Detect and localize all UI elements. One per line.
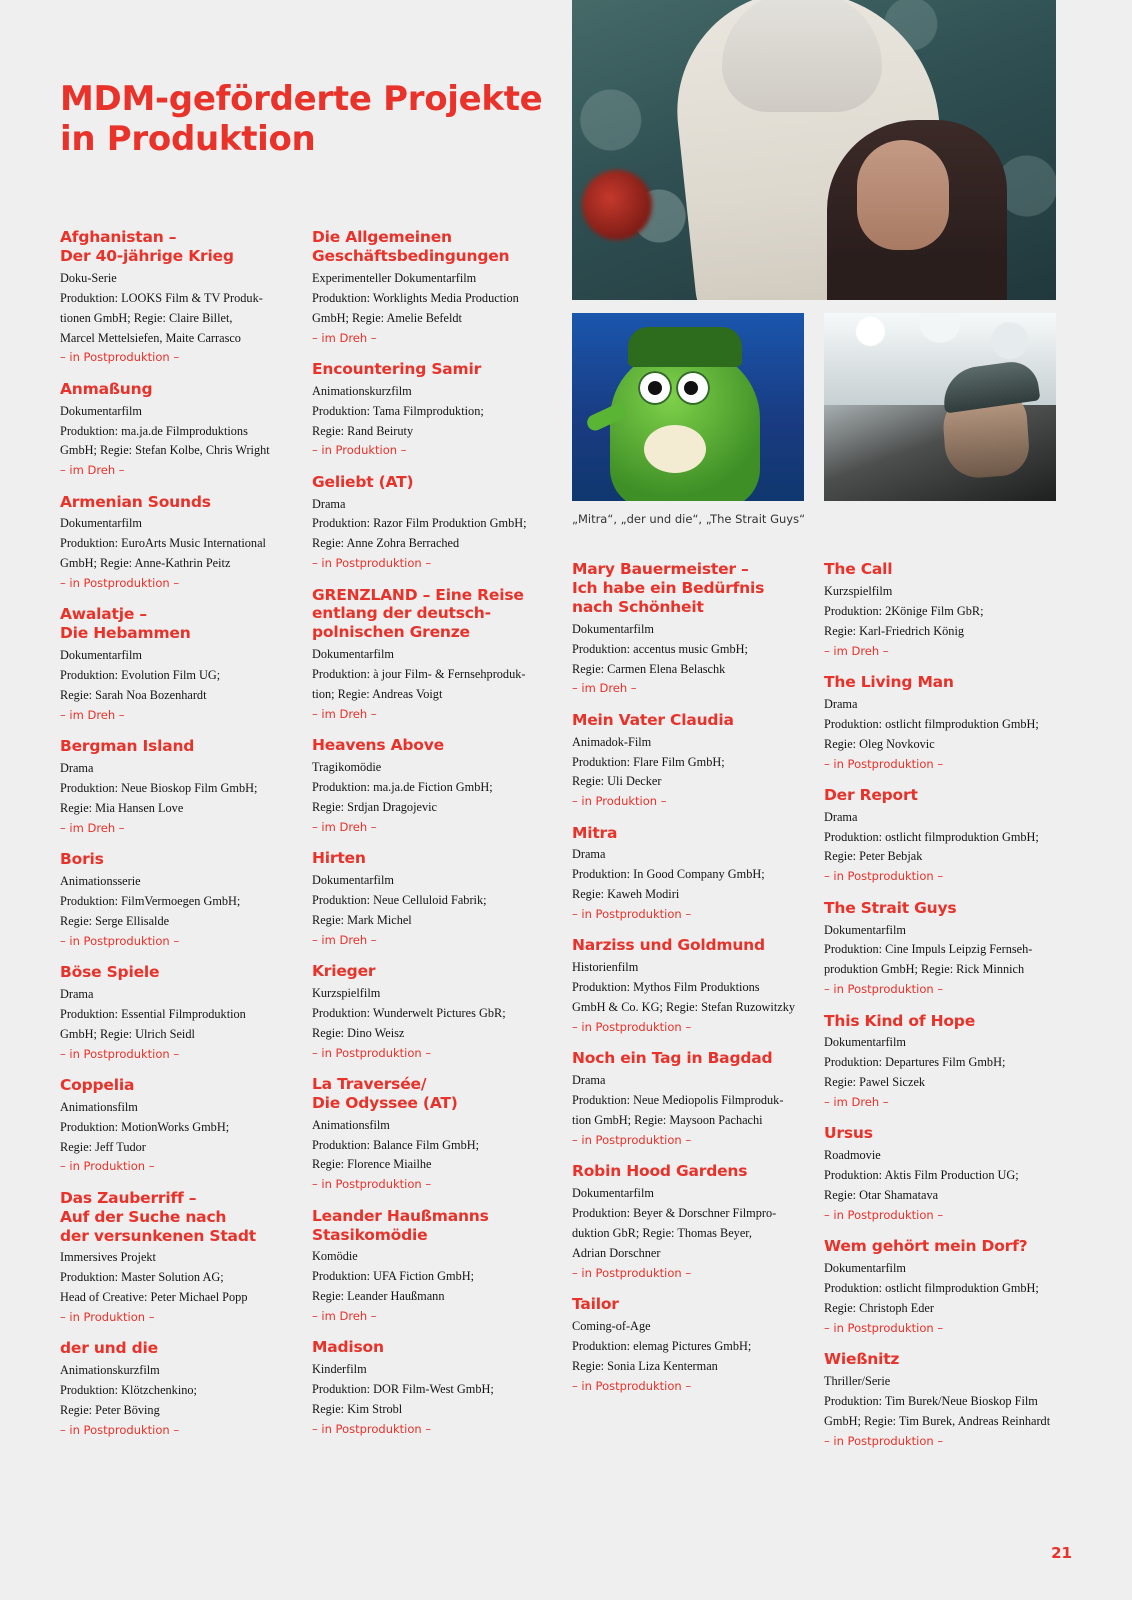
column-3 <box>572 560 804 1408</box>
project-detail-line: Regie: Dino Weisz <box>312 1025 405 1040</box>
project-detail-line: Regie: Srdjan Dragojevic <box>312 799 437 814</box>
project-status: – im Dreh – <box>60 463 125 478</box>
project-detail-line: GmbH; Regie: Tim Burek, Andreas Reinhardt <box>824 1413 1051 1428</box>
project-title: Mary Bauermeister – Ich habe ein Bedürfnis nach Schönheit <box>572 560 765 616</box>
page-title: MDM-geförderte Projekte in Produktion <box>60 78 543 159</box>
project-title: Robin Hood Gardens <box>572 1162 748 1181</box>
project-detail-line: Produktion: elemag Pictures GmbH; <box>572 1338 752 1353</box>
project-detail-line: Thriller/Serie <box>824 1374 891 1389</box>
project-detail-line: Regie: Pawel Siczek <box>824 1075 926 1090</box>
project-title: Der Report <box>824 785 918 804</box>
photo-man-in-ice <box>824 313 1056 501</box>
project-detail-line: Dokumentarfilm <box>312 873 394 887</box>
project-detail-line: Animationskurzfilm <box>312 383 412 398</box>
project-detail-line: Animationsfilm <box>312 1117 390 1132</box>
project-title: La Traversée/ Die Odyssee (AT) <box>312 1074 458 1112</box>
project-entry <box>572 711 804 811</box>
project-title: Geliebt (AT) <box>312 472 414 491</box>
project-detail-line: GmbH & Co. KG; Regie: Stefan Ruzowitzky <box>572 1000 796 1015</box>
project-detail-line: Regie: Mark Michel <box>312 912 412 927</box>
project-detail-line: tion; Regie: Andreas Voigt <box>312 687 443 702</box>
project-detail-line: tionen GmbH; Regie: Claire Billet, <box>60 310 233 325</box>
project-status: – in Postproduktion – <box>824 869 944 884</box>
project-entry <box>60 850 292 950</box>
project-entry <box>60 493 292 593</box>
project-detail-line: Produktion: ostlicht filmproduktion GmbH; <box>824 716 1039 731</box>
project-detail-line: Produktion: Neue Mediopolis Filmproduk- <box>572 1093 784 1108</box>
project-detail-line: Produktion: ostlicht filmproduktion GmbH; <box>824 829 1039 844</box>
project-entry <box>60 1339 292 1439</box>
photo-caption: „Mitra“, „der und die“, „The Strait Guys“ <box>572 512 806 526</box>
project-detail-line: Coming-of-Age <box>572 1318 651 1333</box>
project-title: Anmaßung <box>60 379 153 398</box>
project-detail-line: Historienfilm <box>572 960 639 975</box>
project-detail-line: Produktion: Neue Bioskop Film GmbH; <box>60 781 258 796</box>
column-4 <box>824 560 1056 1463</box>
project-title: Encountering Samir <box>312 359 482 378</box>
project-detail-line: Regie: Karl-Friedrich König <box>824 623 965 638</box>
project-detail-line: Produktion: Razor Film Produktion GmbH; <box>312 516 527 531</box>
project-status: – im Dreh – <box>824 643 889 658</box>
project-title: GRENZLAND – Eine Reise entlang der deutsch- polnischen Grenze <box>312 585 524 642</box>
project-status: – in Postproduktion – <box>572 1265 692 1280</box>
project-detail-line: Adrian Dorschner <box>572 1245 661 1260</box>
project-entry <box>60 1189 292 1327</box>
project-detail-line: Regie: Peter Böving <box>60 1403 160 1418</box>
project-detail-line: Animationsfilm <box>60 1099 138 1114</box>
project-detail-line: Drama <box>60 986 94 1001</box>
project-detail-line: Dokumentarfilm <box>824 1035 906 1050</box>
project-status: – in Postproduktion – <box>824 1433 944 1448</box>
project-entry <box>312 586 544 724</box>
project-title: The Call <box>824 560 893 578</box>
puppet-pupil-left <box>648 381 662 395</box>
project-status: – in Postproduktion – <box>824 1208 944 1222</box>
project-entry <box>60 737 292 837</box>
project-title: der und die <box>60 1339 158 1358</box>
project-status: – in Postproduktion – <box>312 1045 432 1060</box>
project-title: Noch ein Tag in Bagdad <box>572 1049 773 1068</box>
project-detail-line: Regie: Florence Miailhe <box>312 1157 432 1172</box>
project-entry <box>60 963 292 1063</box>
project-status: – in Produktion – <box>572 794 667 809</box>
project-detail-line: Kurzspielfilm <box>312 985 381 1000</box>
project-status: – in Postproduktion – <box>60 933 180 948</box>
project-entry <box>312 962 544 1062</box>
project-detail-line: Produktion: Beyer & Dorschner Filmpro- <box>572 1206 777 1220</box>
photo-rose-blur <box>582 170 652 240</box>
project-detail-line: Drama <box>824 809 858 824</box>
project-detail-line: Regie: Serge Ellisalde <box>60 913 170 928</box>
project-detail-line: Regie: Anne Zohra Berrached <box>312 536 460 551</box>
project-status: – in Postproduktion – <box>60 1046 180 1061</box>
project-status: – in Postproduktion – <box>572 1020 692 1035</box>
project-detail-line: Regie: Sarah Noa Bozenhardt <box>60 688 207 703</box>
project-entry <box>572 560 804 698</box>
project-title: Tailor <box>572 1294 619 1313</box>
project-status: – in Postproduktion – <box>572 1378 692 1393</box>
project-entry <box>824 786 1056 886</box>
photo-hair <box>722 0 882 112</box>
project-detail-line: tion GmbH; Regie: Maysoon Pachachi <box>572 1113 763 1128</box>
project-title: Coppelia <box>60 1075 135 1094</box>
project-entry <box>312 473 544 573</box>
project-detail-line: Produktion: FilmVermoegen GmbH; <box>60 893 241 908</box>
project-entry <box>824 560 1056 660</box>
project-detail-line: Kinderfilm <box>312 1362 367 1377</box>
project-title: Afghanistan – Der 40-jährige Krieg <box>60 228 234 265</box>
project-title: Awalatje – Die Hebammen <box>60 605 191 643</box>
project-entry <box>60 1076 292 1176</box>
project-status: – in Postproduktion – <box>60 576 180 591</box>
project-detail-line: Regie: Sonia Liza Kenterman <box>572 1358 718 1373</box>
project-detail-line: Drama <box>824 696 858 711</box>
project-detail-line: Roadmovie <box>824 1148 881 1163</box>
project-status: – in Produktion – <box>60 1159 155 1174</box>
project-detail-line: Produktion: Balance Film GmbH; <box>312 1137 480 1152</box>
project-title: Wem gehört mein Dorf? <box>824 1237 1028 1256</box>
project-detail-line: Tragikomödie <box>312 760 382 775</box>
project-title: Krieger <box>312 961 376 980</box>
project-detail-line: Immersives Projekt <box>60 1250 156 1265</box>
project-status: – in Postproduktion – <box>824 982 944 997</box>
project-title: The Living Man <box>824 672 954 691</box>
project-detail-line: Animationskurzfilm <box>60 1363 160 1378</box>
project-detail-line: GmbH; Regie: Anne-Kathrin Peitz <box>60 556 231 571</box>
project-detail-line: Produktion: ma.ja.de Filmproduktions <box>60 423 248 438</box>
project-detail-line: Produktion: UFA Fiction GmbH; <box>312 1269 475 1284</box>
project-detail-line: Drama <box>312 496 346 511</box>
project-entry <box>824 1012 1056 1112</box>
project-detail-line: Regie: Uli Decker <box>572 774 662 789</box>
project-title: Leander Haußmanns Stasikomödie <box>312 1206 489 1244</box>
project-entry <box>60 605 292 724</box>
project-detail-line: Regie: Oleg Novkovic <box>824 736 935 751</box>
project-detail-line: Regie: Kim Strobl <box>312 1402 403 1417</box>
project-entry <box>312 1075 544 1194</box>
project-detail-line: Produktion: DOR Film-West GmbH; <box>312 1382 494 1397</box>
project-status: – in Produktion – <box>312 443 407 458</box>
project-entry <box>824 1237 1056 1337</box>
project-detail-line: Produktion: EuroArts Music International <box>60 536 266 551</box>
project-title: Boris <box>60 850 104 869</box>
project-detail-line: Produktion: accentus music GmbH; <box>572 641 748 656</box>
project-status: – in Postproduktion – <box>824 756 944 771</box>
project-detail-line: Produktion: ma.ja.de Fiction GmbH; <box>312 780 493 795</box>
project-detail-line: Drama <box>60 761 94 776</box>
project-title: Hirten <box>312 849 366 868</box>
project-detail-line: GmbH; Regie: Stefan Kolbe, Chris Wright <box>60 443 270 458</box>
column-1 <box>60 228 292 1452</box>
project-detail-line: GmbH; Regie: Amelie Befeldt <box>312 310 462 325</box>
project-detail-line: Animationsserie <box>60 874 141 888</box>
project-detail-line: Head of Creative: Peter Michael Popp <box>60 1290 248 1305</box>
project-detail-line: Marcel Mettelsiefen, Maite Carrasco <box>60 330 241 345</box>
project-title: Madison <box>312 1338 384 1357</box>
project-detail-line: Produktion: ostlicht filmproduktion GmbH; <box>824 1281 1039 1296</box>
project-status: – in Postproduktion – <box>60 1423 180 1438</box>
project-detail-line: Experimenteller Dokumentarfilm <box>312 270 477 285</box>
project-detail-line: Produktion: MotionWorks GmbH; <box>60 1119 230 1134</box>
project-entry <box>60 228 292 367</box>
project-title: Heavens Above <box>312 736 444 755</box>
project-status: – im Dreh – <box>572 681 637 696</box>
project-detail-line: Regie: Rand Beiruty <box>312 423 414 438</box>
project-detail-line: Drama <box>572 847 606 862</box>
project-title: Mein Vater Claudia <box>572 710 734 729</box>
project-detail-line: Produktion: Wunderwelt Pictures GbR; <box>312 1005 506 1020</box>
project-detail-line: Regie: Christoph Eder <box>824 1300 934 1315</box>
project-title: Böse Spiele <box>60 962 160 981</box>
project-status: – im Dreh – <box>824 1095 889 1110</box>
project-detail-line: Dokumentarfilm <box>572 1186 654 1201</box>
project-entry <box>572 1162 804 1282</box>
project-detail-line: Produktion: LOOKS Film & TV Produk- <box>60 290 263 305</box>
project-detail-line: Produktion: Essential Filmproduktion <box>60 1006 246 1021</box>
project-status: – in Postproduktion – <box>312 1177 432 1192</box>
project-status: – in Postproduktion – <box>572 907 692 922</box>
project-title: Das Zauberriff – Auf der Suche nach der versunkenen Stadt <box>60 1188 256 1245</box>
photo-face-right <box>857 140 949 250</box>
project-status: – in Postproduktion – <box>312 1422 432 1437</box>
project-status: – im Dreh – <box>312 330 377 345</box>
photo-green-puppet <box>572 313 804 501</box>
project-entry <box>572 824 804 924</box>
project-detail-line: Regie: Carmen Elena Belaschk <box>572 661 726 676</box>
project-detail-line: Produktion: Master Solution AG; <box>60 1270 224 1285</box>
project-detail-line: GmbH; Regie: Ulrich Seidl <box>60 1026 195 1041</box>
project-title: Die Allgemeinen Geschäftsbedingungen <box>312 228 510 265</box>
project-title: The Strait Guys <box>824 898 957 917</box>
project-status: – im Dreh – <box>312 1309 377 1324</box>
project-detail-line: Dokumentarfilm <box>824 922 906 937</box>
project-title: Wießnitz <box>824 1350 900 1369</box>
project-entry <box>312 1207 544 1326</box>
puppet-pupil-right <box>684 381 698 395</box>
project-status: – in Postproduktion – <box>312 556 432 571</box>
project-detail-line: Komödie <box>312 1249 358 1264</box>
project-entry <box>312 849 544 949</box>
project-detail-line: Regie: Jeff Tudor <box>60 1139 146 1154</box>
project-detail-line: Produktion: Cine Impuls Leipzig Fernseh- <box>824 942 1033 957</box>
project-entry <box>312 736 544 836</box>
project-detail-line: Produktion: Aktis Film Production UG; <box>824 1168 1019 1183</box>
project-status: – im Dreh – <box>60 707 125 722</box>
project-status: – in Produktion – <box>60 1310 155 1325</box>
project-detail-line: produktion GmbH; Regie: Rick Minnich <box>824 962 1025 977</box>
project-detail-line: Regie: Mia Hansen Love <box>60 800 184 815</box>
project-detail-line: Produktion: Tama Filmproduktion; <box>312 403 484 418</box>
project-detail-line: Produktion: Departures Film GmbH; <box>824 1055 1006 1070</box>
project-detail-line: Produktion: Klötzchenkino; <box>60 1383 197 1398</box>
project-detail-line: Dokumentarfilm <box>60 403 142 418</box>
puppet-hat <box>628 327 742 367</box>
project-detail-line: Produktion: Mythos Film Produktions <box>572 980 760 995</box>
project-detail-line: Regie: Peter Bebjak <box>824 849 923 864</box>
project-entry <box>824 1350 1056 1450</box>
project-detail-line: Produktion: Evolution Film UG; <box>60 668 221 683</box>
project-detail-line: Dokumentarfilm <box>60 648 142 663</box>
project-detail-line: Produktion: Tim Burek/Neue Bioskop Film <box>824 1393 1038 1408</box>
project-title: Ursus <box>824 1124 873 1143</box>
project-status: – im Dreh – <box>312 932 377 947</box>
project-detail-line: Produktion: à jour Film- & Fernsehproduk- <box>312 667 526 682</box>
project-detail-line: Regie: Leander Haußmann <box>312 1289 445 1304</box>
project-detail-line: Regie: Kaweh Modiri <box>572 887 680 902</box>
page-number: 21 <box>1051 1544 1072 1562</box>
project-detail-line: duktion GbR; Regie: Thomas Beyer, <box>572 1225 752 1240</box>
project-entry <box>824 673 1056 773</box>
project-entry <box>312 1338 544 1438</box>
project-entry <box>312 228 544 347</box>
project-entry <box>824 899 1056 999</box>
project-detail-line: Produktion: In Good Company GmbH; <box>572 867 765 882</box>
project-detail-line: Produktion: Flare Film GmbH; <box>572 754 725 769</box>
project-status: – im Dreh – <box>60 820 125 835</box>
project-entry <box>824 1124 1056 1224</box>
project-entry <box>572 1295 804 1395</box>
project-title: This Kind of Hope <box>824 1011 976 1030</box>
project-detail-line: Dokumentarfilm <box>312 647 394 662</box>
project-title: Mitra <box>572 823 618 842</box>
project-entry <box>60 380 292 480</box>
project-title: Narziss und Goldmund <box>572 936 765 955</box>
project-status: – im Dreh – <box>312 706 377 721</box>
project-detail-line: Regie: Otar Shamatava <box>824 1188 939 1203</box>
project-title: Armenian Sounds <box>60 492 211 511</box>
project-detail-line: Dokumentarfilm <box>60 516 142 531</box>
project-detail-line: Kurzspielfilm <box>824 583 893 598</box>
project-detail-line: Drama <box>572 1073 606 1088</box>
project-entry <box>572 936 804 1036</box>
column-2 <box>312 228 544 1451</box>
project-detail-line: Produktion: 2Könige Film GbR; <box>824 603 984 618</box>
project-detail-line: Doku-Serie <box>60 270 117 285</box>
project-entry <box>572 1049 804 1149</box>
project-status: – in Postproduktion – <box>824 1320 944 1335</box>
puppet-belly <box>644 425 706 473</box>
project-detail-line: Dokumentarfilm <box>824 1261 906 1276</box>
project-title: Bergman Island <box>60 737 195 756</box>
project-detail-line: Produktion: Worklights Media Production <box>312 290 519 305</box>
project-status: – in Postproduktion – <box>60 350 180 365</box>
project-status: – im Dreh – <box>312 819 377 834</box>
project-detail-line: Animadok-Film <box>572 734 652 749</box>
project-entry <box>312 360 544 460</box>
project-detail-line: Dokumentarfilm <box>572 621 654 636</box>
project-detail-line: Produktion: Neue Celluloid Fabrik; <box>312 892 487 907</box>
photo-two-women <box>572 0 1056 300</box>
project-status: – in Postproduktion – <box>572 1132 692 1147</box>
